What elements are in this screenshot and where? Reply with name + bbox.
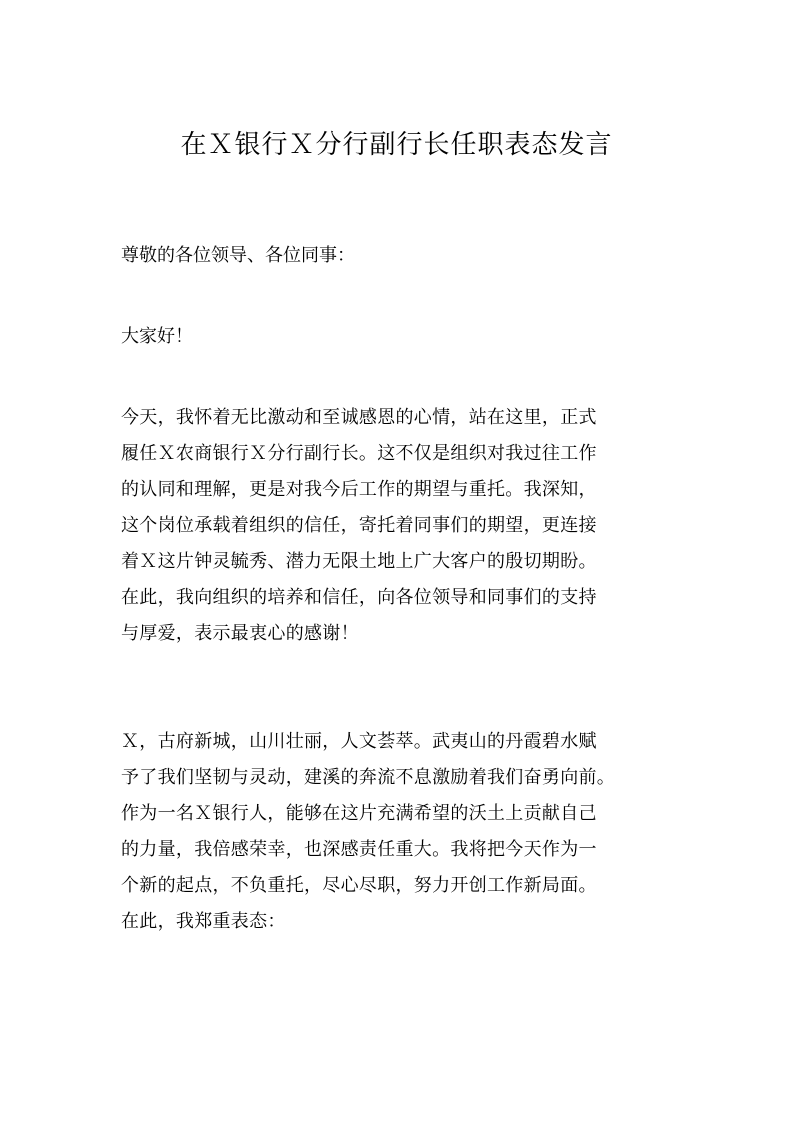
paragraph-line: 这个岗位承载着组织的信任，寄托着同事们的期望，更连接	[121, 515, 597, 536]
greeting: 大家好！	[121, 326, 193, 347]
paragraph-line: 与厚爱，表示最衷心的感谢！	[121, 623, 359, 644]
paragraph-line: 着Ｘ这片钟灵毓秀、潜力无限土地上广大客户的殷切期盼。	[121, 551, 597, 572]
paragraph-line: 个新的起点，不负重托，尽心尽职，努力开创工作新局面。	[121, 875, 597, 896]
paragraph-line: 的力量，我倍感荣幸，也深感责任重大。我将把今天作为一	[121, 839, 597, 860]
paragraph-line: 在此，我郑重表态：	[121, 911, 286, 932]
paragraph-line: Ｘ，古府新城，山川壮丽，人文荟萃。武夷山的丹霞碧水赋	[121, 731, 597, 752]
paragraph-line: 今天，我怀着无比激动和至诚感恩的心情，站在这里，正式	[121, 407, 597, 428]
document-title: 在Ｘ银行Ｘ分行副行长任职表态发言	[180, 130, 613, 160]
salutation: 尊敬的各位领导、各位同事：	[121, 245, 355, 266]
paragraph-line: 予了我们坚韧与灵动，建溪的奔流不息激励着我们奋勇向前。	[121, 767, 616, 788]
paragraph-line: 履任Ｘ农商银行Ｘ分行副行长。这不仅是组织对我过往工作	[121, 443, 597, 464]
paragraph-line: 的认同和理解，更是对我今后工作的期望与重托。我深知，	[121, 479, 597, 500]
paragraph-2	[121, 724, 701, 940]
paragraph-line: 作为一名Ｘ银行人，能够在这片充满希望的沃土上贡献自己	[121, 803, 597, 824]
paragraph-line: 在此，我向组织的培养和信任，向各位领导和同事们的支持	[121, 587, 597, 608]
paragraph-1	[121, 400, 701, 652]
